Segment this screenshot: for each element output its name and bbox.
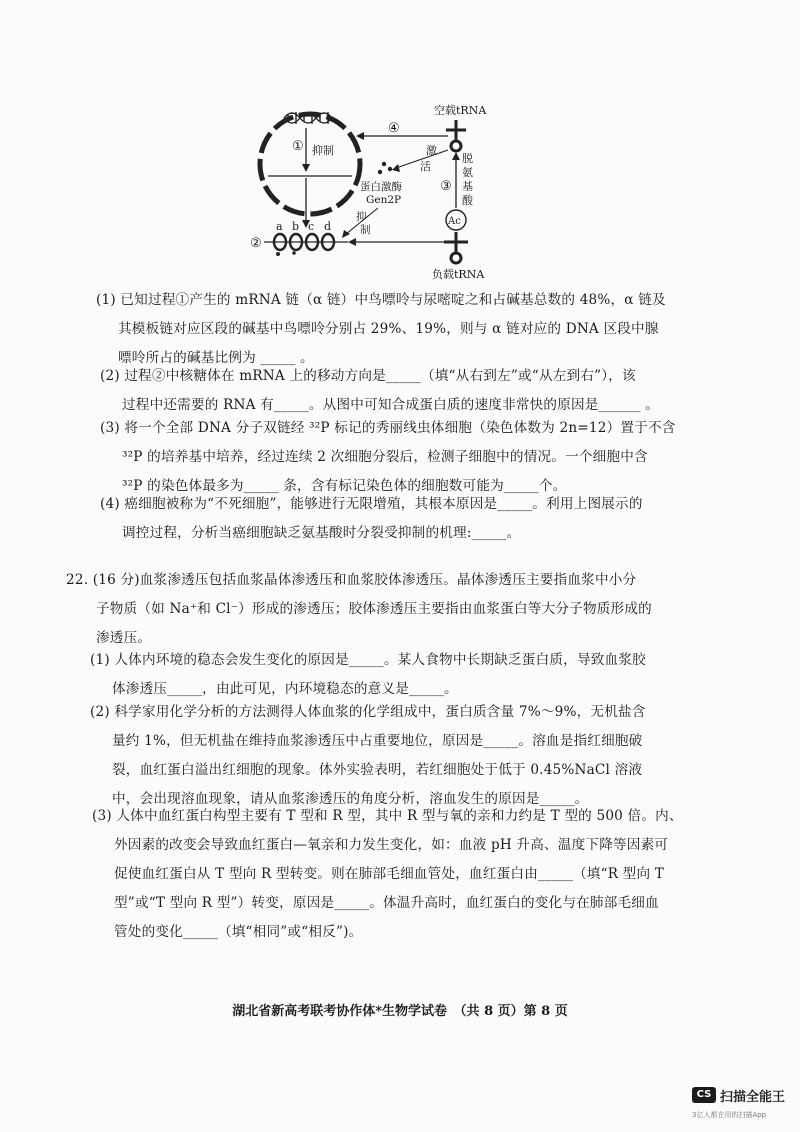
question-22-part-1 [90,646,646,704]
gene-expression-diagram [248,92,508,284]
text-line: 嘌呤所占的碱基比例为 _____ 。 [118,350,314,366]
text-line: (2) 过程②中核糖体在 mRNA 上的移动方向是_____（填“从右到左”或“从左到右”），该 [100,368,636,384]
text-line: 其模板链对应区段的碱基中鸟嘌呤分别占 29%、19%，则与 α 链对应的 DNA 区段中腺 [118,321,659,337]
page-footer: 湖北省新高考联考协作体*生物学试卷 （共 8 页）第 8 页 [232,1004,568,1019]
text-line: 过程中还需要的 RNA 有_____。从图中可知合成蛋白质的速度非常快的原因是______ 。 [122,397,659,413]
text-line: 中，会出现溶血现象，请从血浆渗透压的角度分析，溶血发生的原因是_____。 [112,791,589,807]
text-line: 裂，血红蛋白溢出红细胞的现象。体外实验表明，若红细胞处于低于 0.45%NaCl 溶液 [112,762,643,778]
text-line: 渗透压。 [96,630,152,646]
ribosome-b: b [292,220,300,233]
question-22-stem [66,566,652,653]
deacyl-label-2: 氨 [462,166,473,179]
text-line: (3) 将一个全部 DNA 分子双链经 ³²P 标记的秀丽线虫体细胞（染色体数为 2n=12）置于不含 [100,420,676,436]
deacyl-label-4: 酸 [462,194,473,207]
ribosome-c: c [308,220,315,233]
ribosome-d: d [324,220,332,233]
amino-acid-label: Ac [448,216,461,227]
text-line: 子物质（如 Na⁺和 Cl⁻）形成的渗透压；胶体渗透压主要指由血浆蛋白等大分子物质形成的 [96,601,652,617]
text-line: (1) 已知过程①产生的 mRNA 链（α 链）中鸟嘌呤与尿嘧啶之和占碱基总数的 48%，α 链及 [96,292,666,308]
question-21-part-3 [100,414,676,501]
step4-label: ④ [388,121,400,136]
text-line: 型”或“T 型向 R 型”）转变，原因是_____。体温升高时，血红蛋白的变化与在肺部毛细血 [114,895,659,911]
text-line: 22. (16 分)血浆渗透压包括血浆晶体渗透压和血浆胶体渗透压。晶体渗透压主要指血浆中小分 [66,572,637,588]
text-line: (3) 人体中血红蛋白构型主要有 T 型和 R 型，其中 R 型与氧的亲和力约是 T 型的 500 倍。内、 [92,808,683,824]
text-line: (2) 科学家用化学分析的方法测得人体血浆的化学组成中，蛋白质含量 7%～9%，无机盐含 [90,704,646,720]
loaded-trna-icon [444,232,468,263]
camscanner-logo-icon: CS [692,1087,716,1103]
step2-label: ② [250,236,262,251]
step3-label: ③ [440,179,452,194]
question-21-part-2 [100,362,659,420]
text-line: 量约 1%，但无机盐在维持血浆渗透压中占重要地位，原因是_____。溶血是指红细胞破 [112,733,643,749]
text-line: ³²P 的培养基中培养，经过连续 2 次细胞分裂后，检测子细胞中的情况。一个细胞中含 [122,449,648,465]
text-line: 调控过程，分析当癌细胞缺乏氨基酸时分裂受抑制的机理:_____。 [122,525,521,541]
deacyl-label-3: 基 [462,180,473,193]
deacyl-label-1: 脱 [462,152,473,165]
text-line: 外因素的改变会导致血红蛋白—氧亲和力发生变化，如：血液 pH 升高、温度下降等因素可 [114,837,669,853]
ribosome-a: a [276,220,283,233]
kinase-name: Gen2P [366,194,402,206]
watermark-tagline: 3亿人都在用的扫描App [692,1111,767,1119]
question-21-part-1 [96,286,666,373]
inhibit-short-1: 抑 [356,211,367,223]
kinase-molecules-icon [378,162,392,174]
step1-label: ① [292,139,304,154]
text-line: ³²P 的染色体最多为_____ 条，含有标记染色体的细胞数可能为_____个。 [122,478,567,494]
activate-label-2: 活 [420,160,431,173]
loaded-trna-label: 负载tRNA [432,268,485,281]
text-line: (4) 癌细胞被称为“不死细胞”，能够进行无限增殖，其根本原因是_____。利用上图展示的 [100,496,643,512]
text-line: (1) 人体内环境的稳态会发生变化的原因是_____。某人食物中长期缺乏蛋白质，导致血浆胶 [90,652,646,668]
question-22-part-2 [90,698,646,814]
activate-label-1: 激 [426,144,437,157]
text-line: 体渗透压_____，由此可见，内环境稳态的意义是_____。 [112,681,458,697]
inhibit-short-2: 制 [360,224,371,236]
question-21-part-4 [100,490,643,548]
empty-trna-label: 空载tRNA [434,104,487,117]
watermark-name: 扫描全能王 [720,1090,786,1105]
inhibit-label: 抑制 [312,144,334,157]
text-line: 促使血红蛋白从 T 型向 R 型转变。则在肺部毛细血管处，血红蛋白由_____（填“R 型向 T [114,866,665,882]
scanner-watermark [690,1084,798,1128]
kinase-label: 蛋白激酶 [360,181,402,193]
question-22-part-3 [92,802,683,947]
empty-trna-icon [446,120,466,151]
text-line: 管处的变化_____（填“相同”或“相反”)。 [114,924,363,940]
